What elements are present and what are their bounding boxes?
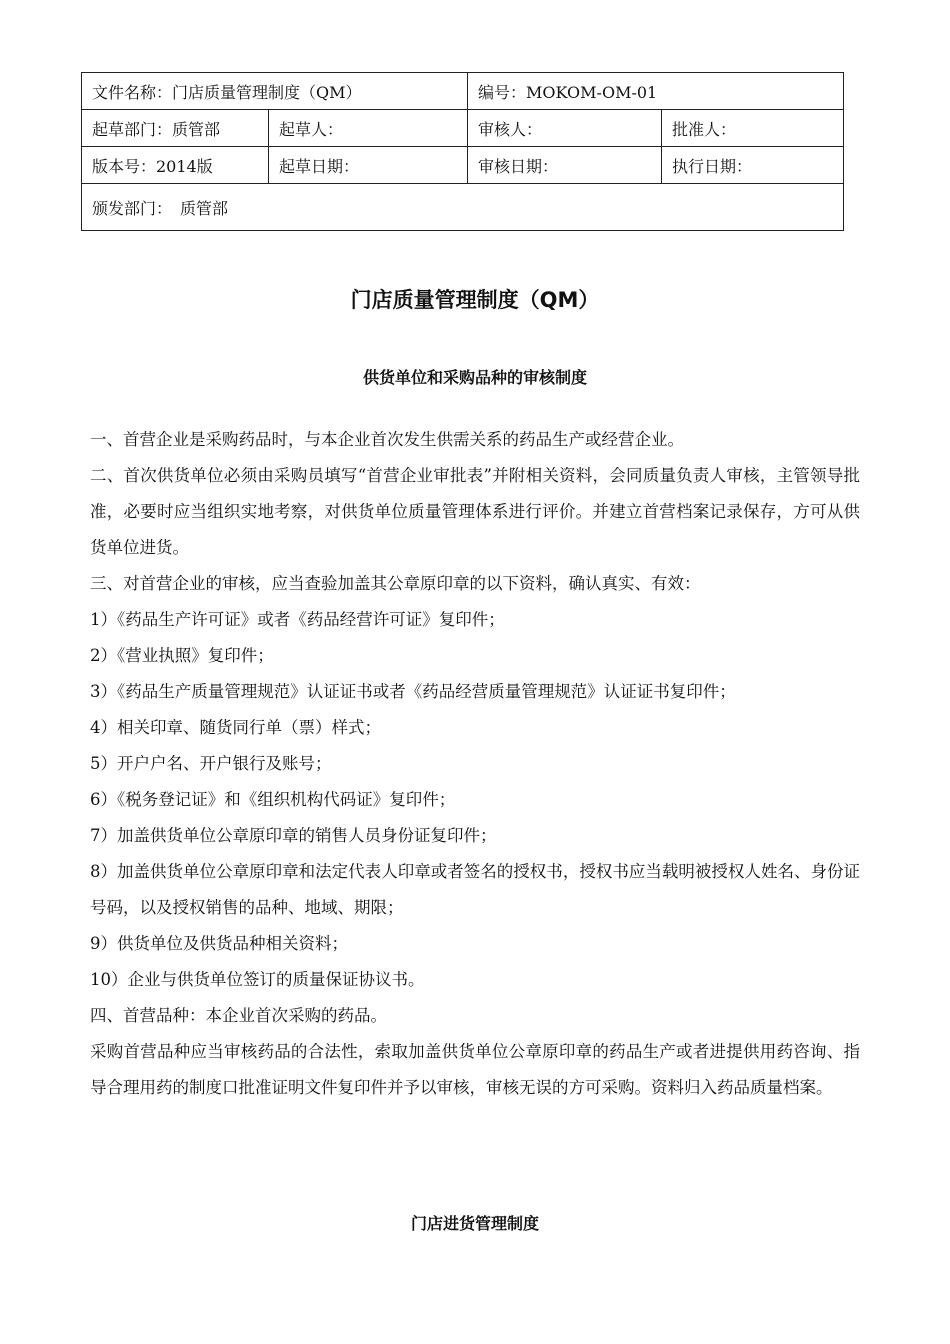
paragraph: 采购首营品种应当审核药品的合法性，索取加盖供货单位公章原印章的药品生产或者进提供用药咨询、指导合理用药的制度口批准证明文件复印件并予以审核，审核无误的方可采购。资料归入药品质量档案。 xyxy=(90,1042,860,1097)
paragraph: 10）企业与供货单位签订的质量保证协议书。 xyxy=(90,970,425,989)
paragraph: 5）开户户名、开户银行及账号； xyxy=(90,754,332,773)
paragraph: 三、对首营企业的审核，应当查验加盖其公章原印章的以下资料，确认真实、有效： xyxy=(90,574,701,593)
issue-dept-cell: 颁发部门： 质管部 xyxy=(82,184,844,231)
section-title-supplier-review: 供货单位和采购品种的审核制度 xyxy=(362,368,587,387)
info-row xyxy=(82,110,844,147)
paragraph: 9）供货单位及供货品种相关资料； xyxy=(90,934,348,953)
paragraph: 6）《税务登记证》和《组织机构代码证》复印件； xyxy=(90,790,456,809)
drafter-cell: 起草人： xyxy=(269,110,468,147)
doc-number-cell: 编号：MOKOM-OM-01 xyxy=(468,73,844,110)
draft-date-cell: 起草日期： xyxy=(269,147,468,184)
document-info-table xyxy=(81,72,844,231)
info-row xyxy=(82,147,844,184)
review-date-cell: 审核日期： xyxy=(468,147,662,184)
draft-dept-cell: 起草部门：质管部 xyxy=(82,110,269,147)
paragraph: 4）相关印章、随货同行单（票）样式； xyxy=(90,718,381,737)
info-row xyxy=(82,73,844,110)
paragraph: 一、首营企业是采购药品时，与本企业首次发生供需关系的药品生产或经营企业。 xyxy=(90,430,684,449)
paragraph: 二、首次供货单位必须由采购员填写“首营企业审批表”并附相关资料，会同质量负责人审核，主管领导批准，必要时应当组织实地考察，对供货单位质量管理体系进行评价。并建立首营档案记录保存，方可从供货单位进货。 xyxy=(90,466,860,557)
info-row xyxy=(82,184,844,231)
paragraph: 1）《药品生产许可证》或者《药品经营许可证》复印件； xyxy=(90,610,505,629)
version-cell: 版本号：2014版 xyxy=(82,147,269,184)
reviewer-cell: 审核人： xyxy=(468,110,662,147)
paragraph: 7）加盖供货单位公章原印章的销售人员身份证复印件； xyxy=(90,826,497,845)
approver-cell: 批准人： xyxy=(662,110,844,147)
section-body xyxy=(90,422,860,1106)
file-name-cell: 文件名称：门店质量管理制度（QM） xyxy=(82,73,468,110)
paragraph: 2）《营业执照》复印件； xyxy=(90,646,274,665)
section-title-purchase-management: 门店进货管理制度 xyxy=(410,1214,539,1233)
paragraph: 四、首营品种：本企业首次采购的药品。 xyxy=(90,1006,387,1025)
paragraph: 8）加盖供货单位公章原印章和法定代表人印章或者签名的授权书，授权书应当载明被授权人姓名、身份证号码，以及授权销售的品种、地域、期限； xyxy=(90,862,860,917)
paragraph: 3）《药品生产质量管理规范》认证证书或者《药品经营质量管理规范》认证证书复印件； xyxy=(90,682,736,701)
document-title: 门店质量管理制度（QM） xyxy=(350,288,600,312)
effective-date-cell: 执行日期： xyxy=(662,147,844,184)
